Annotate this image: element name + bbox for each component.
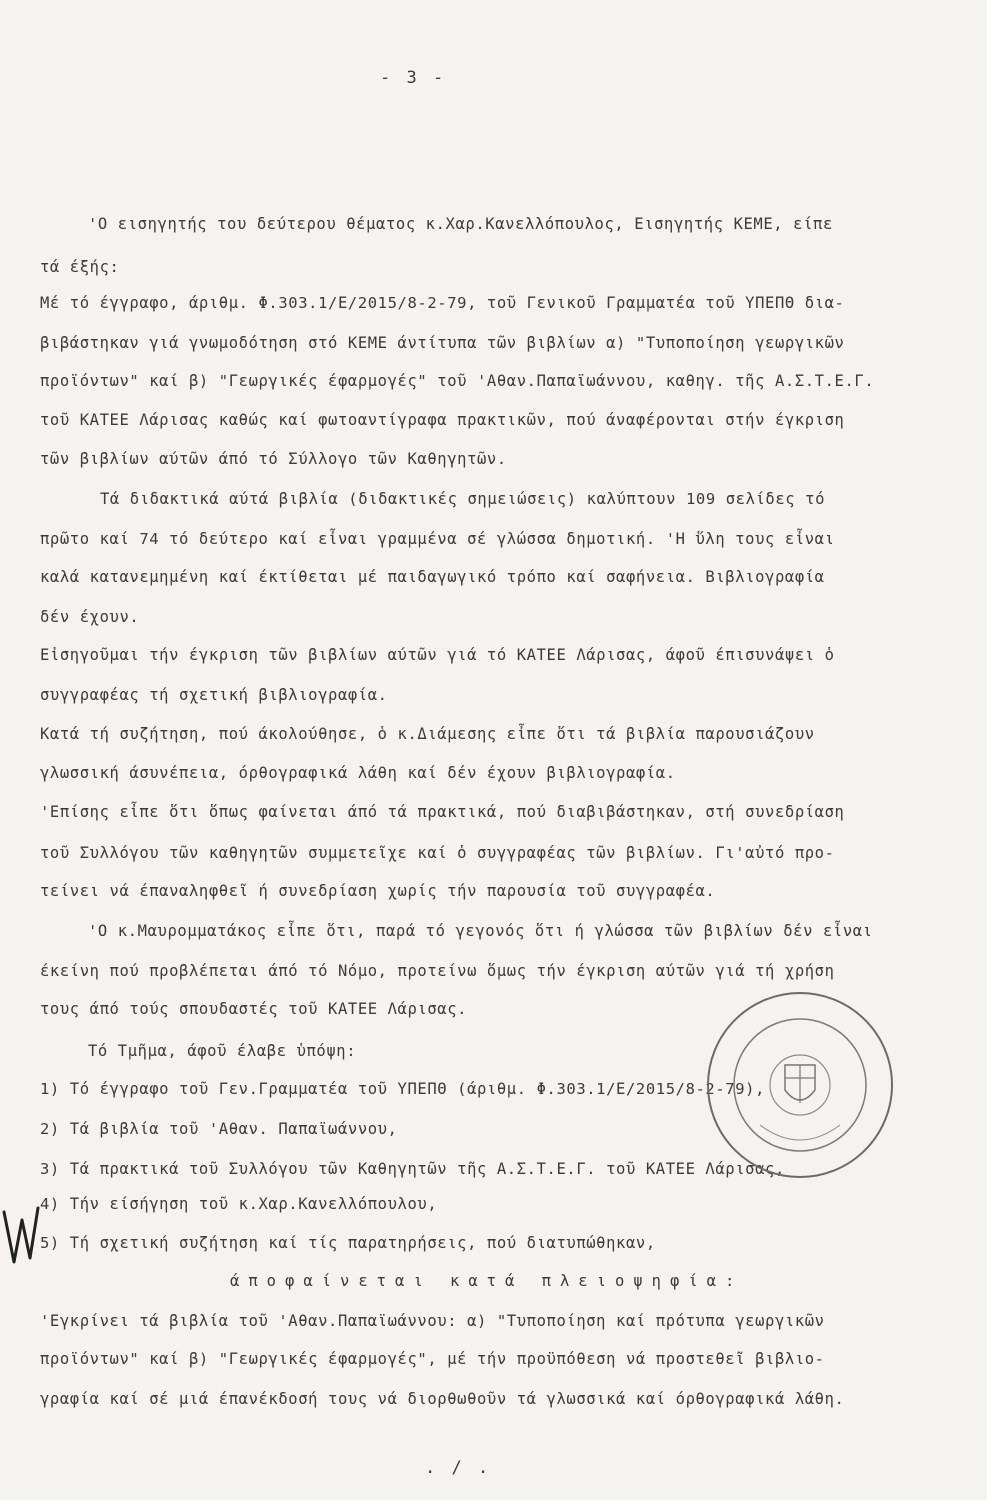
continuation-mark: . / .: [425, 1458, 492, 1478]
list-item: 3) Τά πρακτικά τοῦ Συλλόγου τῶν Καθηγητῶν τῆς Α.Σ.Τ.Ε.Γ. τοῦ ΚΑΤΕΕ Λάρισας,: [40, 1160, 785, 1178]
text-line: Εἰσηγοῦμαι τήν έγκριση τῶν βιβλίων αύτῶν γιά τό ΚΑΤΕΕ Λάρισας, άφοῦ έπισυνάψει ὁ: [40, 646, 835, 664]
text-line: τείνει νά έπαναληφθεῖ ή συνεδρίαση χωρίς τήν παρουσία τοῦ συγγραφέα.: [40, 882, 716, 900]
text-line: Τά διδακτικά αύτά βιβλία (διδακτικές σημειώσεις) καλύπτουν 109 σελίδες τό: [100, 490, 826, 508]
text-line: τοῦ ΚΑΤΕΕ Λάρισας καθώς καί φωτοαντίγραφα πρακτικῶν, πού άναφέρονται στήν έγκριση: [40, 411, 845, 429]
text-line: προϊόντων" καί β) "Γεωργικές έφαρμογές" τοῦ 'Αθαν.Παπαϊωάννου, καθηγ. τῆς Α.Σ.Τ.Ε.Γ.: [40, 372, 875, 390]
text-line: γραφία καί σέ μιά έπανέκδοσή τους νά διορθωθοῦν τά γλωσσικά καί όρθογραφικά λάθη.: [40, 1390, 845, 1408]
text-line: 'Ο εισηγητής του δεύτερου θέματος κ.Χαρ.Κανελλόπουλος, Εισηγητής ΚΕΜΕ, είπε: [88, 215, 833, 233]
official-seal-icon: [700, 985, 900, 1185]
text-line: 'Ο κ.Μαυρομματάκος εἶπε ὅτι, παρά τό γεγονός ὅτι ή γλώσσα τῶν βιβλίων δέν εἶναι: [88, 922, 873, 940]
text-line: καλά κατανεμημένη καί έκτίθεται μέ παιδαγωγικό τρόπο καί σαφήνεια. Βιβλιογραφία: [40, 568, 825, 586]
text-line: έκείνη πού προβλέπεται άπό τό Νόμο, προτείνω ὅμως τήν έγκριση αύτῶν γιά τή χρήση: [40, 962, 835, 980]
text-line: πρῶτο καί 74 τό δεύτερο καί εἶναι γραμμένα σέ γλώσσα δημοτική. 'Η ὕλη τους εἶναι: [40, 530, 835, 548]
text-line: Μέ τό έγγραφο, άριθμ. Φ.303.1/Ε/2015/8-2-79, τοῦ Γενικοῦ Γραμματέα τοῦ ΥΠΕΠΘ δια-: [40, 294, 845, 312]
text-line: Τό Τμῆμα, άφοῦ έλαβε ὑπόψη:: [88, 1042, 357, 1060]
text-line: συγγραφέας τή σχετική βιβλιογραφία.: [40, 686, 388, 704]
page-number: - 3 -: [380, 68, 447, 88]
text-line: γλωσσική άσυνέπεια, όρθογραφικά λάθη καί δέν έχουν βιβλιογραφία.: [40, 764, 676, 782]
text-line: τοῦ Συλλόγου τῶν καθηγητῶν συμμετεῖχε καί ὁ συγγραφέας τῶν βιβλίων. Γι'αὐτό προ-: [40, 844, 835, 862]
list-item: 5) Τή σχετική συζήτηση καί τίς παρατηρήσεις, πού διατυπώθηκαν,: [40, 1234, 656, 1252]
text-line: 'Εγκρίνει τά βιβλία τοῦ 'Αθαν.Παπαϊωάννου: α) "Τυποποίηση καί πρότυπα γεωργικῶν: [40, 1312, 825, 1330]
list-item: 4) Τήν είσήγηση τοῦ κ.Χαρ.Κανελλόπουλου,: [40, 1195, 438, 1213]
list-item: 2) Τά βιβλία τοῦ 'Αθαν. Παπαϊωάννου,: [40, 1120, 398, 1138]
text-line: τά έξής:: [40, 258, 120, 276]
text-line: δέν έχουν.: [40, 608, 140, 626]
handwritten-mark-icon: [0, 1200, 42, 1270]
text-line: Κατά τή συζήτηση, πού άκολούθησε, ὁ κ.Διάμεσης εἶπε ὅτι τά βιβλία παρουσιάζουν: [40, 725, 815, 743]
decision-heading: άποφαίνεται κατά πλειοψηφία:: [230, 1272, 744, 1290]
text-line: βιβάστηκαν γιά γνωμοδότηση στό ΚΕΜΕ άντίτυπα τῶν βιβλίων α) "Τυποποίηση γεωργικῶν: [40, 334, 845, 352]
text-line: 'Επίσης εἶπε ὅτι ὅπως φαίνεται άπό τά πρακτικά, πού διαβιβάστηκαν, στή συνεδρίαση: [40, 803, 845, 821]
list-item: 1) Τό έγγραφο τοῦ Γεν.Γραμματέα τοῦ ΥΠΕΠΘ (άριθμ. Φ.303.1/Ε/2015/8-2-79),: [40, 1080, 766, 1098]
text-line: προϊόντων" καί β) "Γεωργικές έφαρμογές", μέ τήν προϋπόθεση νά προστεθεῖ βιβλιο-: [40, 1350, 825, 1368]
text-line: τους άπό τούς σπουδαστές τοῦ ΚΑΤΕΕ Λάρισας.: [40, 1000, 468, 1018]
text-line: τῶν βιβλίων αύτῶν άπό τό Σύλλογο τῶν Καθηγητῶν.: [40, 450, 507, 468]
